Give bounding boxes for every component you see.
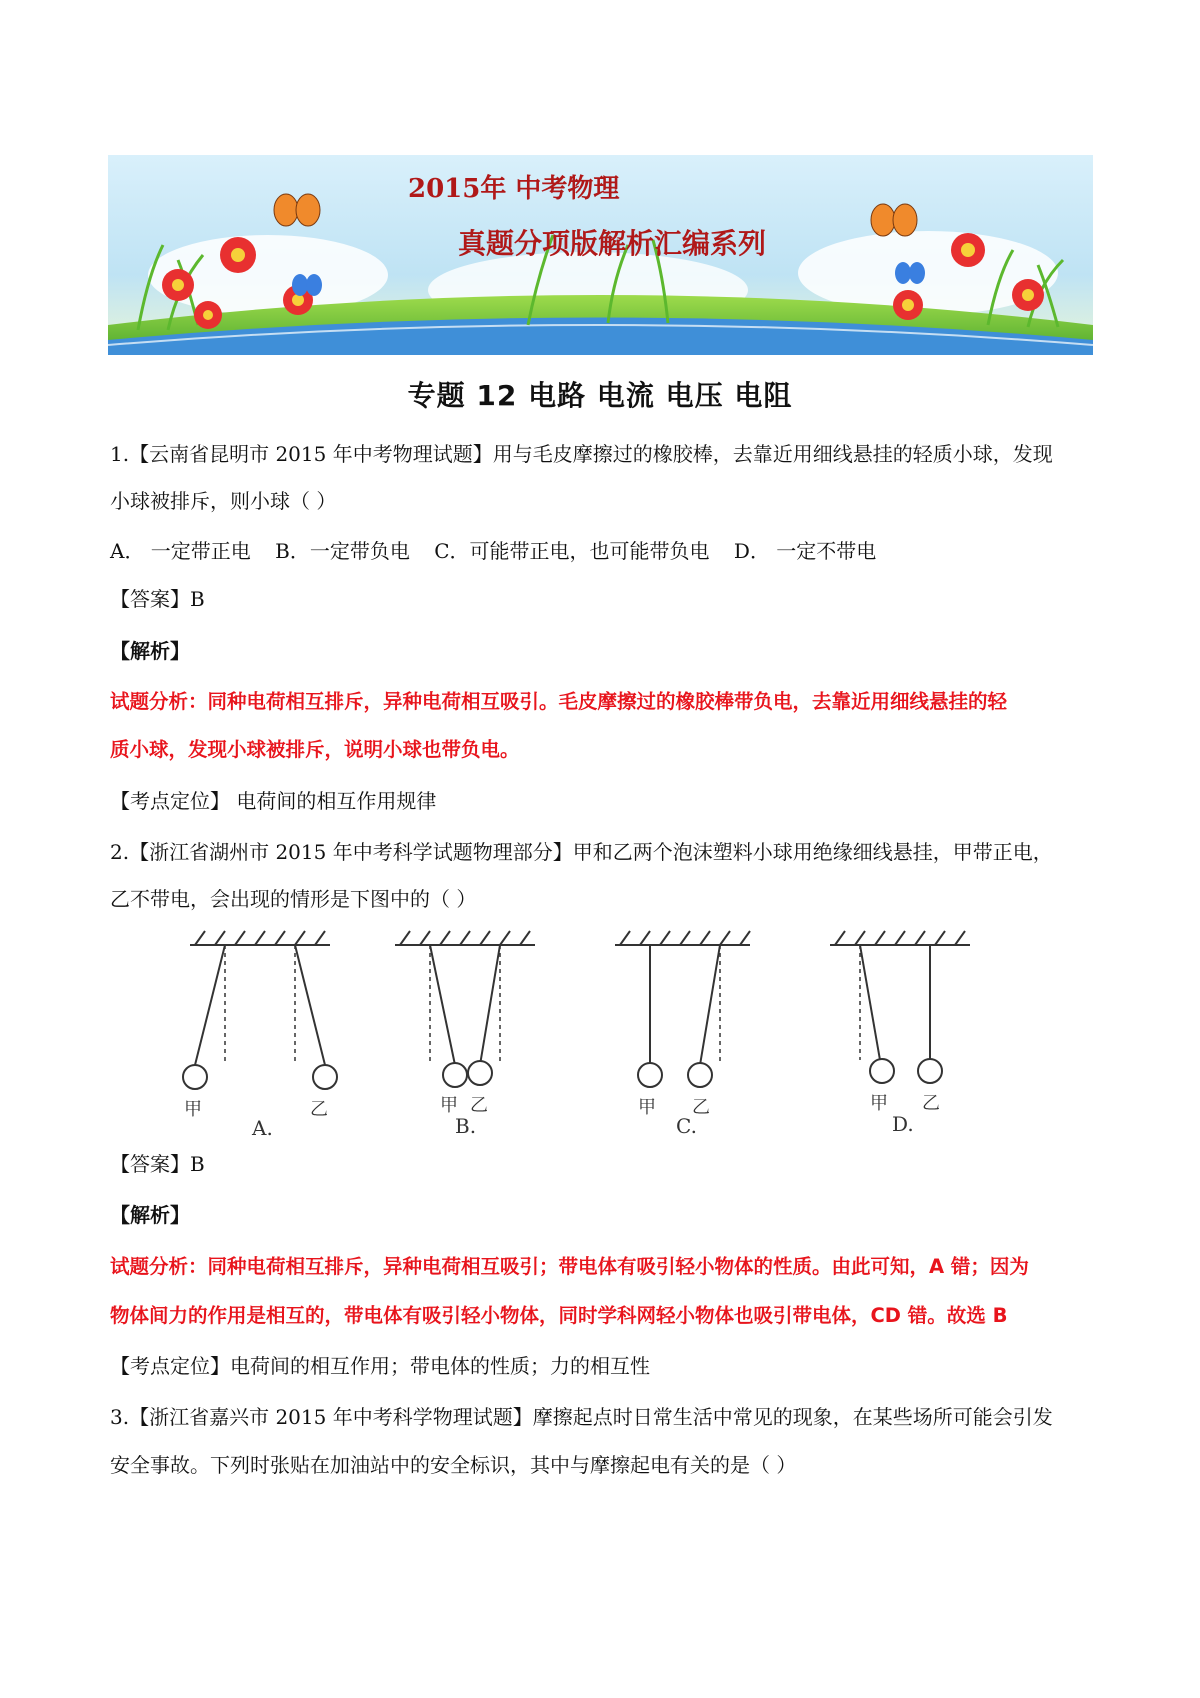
banner-line2: 真题分项版解析汇编系列 [458,227,767,260]
figure-label-c: C. [676,1114,697,1138]
q1-analysis-label: 【解析】 [110,639,190,663]
ball-label-d-right: 乙 [922,1093,940,1114]
q1-stem-line2: 小球被排斥，则小球（ ） [110,489,337,513]
figure-option-b [395,931,535,1087]
q2-analysis-line2: 物体间力的作用是相互的，带电体有吸引轻小物体，同时学科网轻小物体也吸引带电体，CD 错。故选 B [110,1304,1008,1327]
q1-option-b: B．一定带负电 [275,539,410,563]
q3-stem-line1: 3.【浙江省嘉兴市 2015 年中考科学物理试题】摩擦起点时日常生活中常见的现象，在某些场所可能会引发 [110,1405,1053,1429]
figure-option-a [183,931,337,1089]
ball-label-b-right: 乙 [470,1095,488,1116]
pendulum-diagram [170,915,1050,1140]
q2-stem-line1: 2.【浙江省湖州市 2015 年中考科学试题物理部分】甲和乙两个泡沫塑料小球用绝缘细线悬挂，甲带正电， [110,840,1053,864]
q2-answer: 【答案】B [110,1152,205,1176]
figure-label-a: A. [252,1116,273,1140]
ball-label-a-left: 甲 [184,1099,202,1120]
q2-analysis-label: 【解析】 [110,1203,190,1227]
q2-stem-line2: 乙不带电，会出现的情形是下图中的（ ） [110,887,477,911]
banner-artwork [108,155,1093,355]
ball-label-d-left: 甲 [870,1093,888,1114]
pendulum-figure [170,915,1050,1140]
q2-point: 【考点定位】电荷间的相互作用；带电体的性质；力的相互性 [110,1354,650,1378]
banner-line1: 2015年 中考物理 [408,174,620,204]
q1-option-c: C．可能带正电，也可能带负电 [434,539,710,563]
header-banner [108,155,1093,355]
q1-options [110,537,894,565]
q1-stem-line1: 1.【云南省昆明市 2015 年中考物理试题】用与毛皮摩擦过的橡胶棒，去靠近用细线悬挂的轻质小球，发现 [110,442,1053,466]
q3-stem-line2: 安全事故。下列时张贴在加油站中的安全标识，其中与摩擦起电有关的是（ ） [110,1453,797,1477]
figure-option-c [615,931,750,1087]
ball-label-c-right: 乙 [692,1097,710,1118]
q1-option-d: D． 一定不带电 [733,539,877,563]
ball-label-b-left: 甲 [440,1095,458,1116]
q1-option-a: A． 一定带正电 [110,539,251,563]
topic-title: 专题 12 电路 电流 电压 电阻 [407,379,793,412]
figure-label-d: D. [892,1112,914,1136]
figure-option-d [830,931,970,1083]
q1-point: 【考点定位】 电荷间的相互作用规律 [110,789,437,813]
ball-label-c-left: 甲 [638,1097,656,1118]
q2-analysis-line1: 试题分析：同种电荷相互排斥，异种电荷相互吸引；带电体有吸引轻小物体的性质。由此可知，A 错；因为 [110,1255,1029,1278]
q1-analysis-line1: 试题分析：同种电荷相互排斥，异种电荷相互吸引。毛皮摩擦过的橡胶棒带负电，去靠近用细线悬挂的轻 [110,690,1008,713]
q1-answer: 【答案】B [110,587,205,611]
figure-label-b: B. [455,1114,477,1138]
ball-label-a-right: 乙 [310,1099,328,1120]
q1-analysis-line2: 质小球，发现小球被排斥，说明小球也带负电。 [110,738,520,761]
